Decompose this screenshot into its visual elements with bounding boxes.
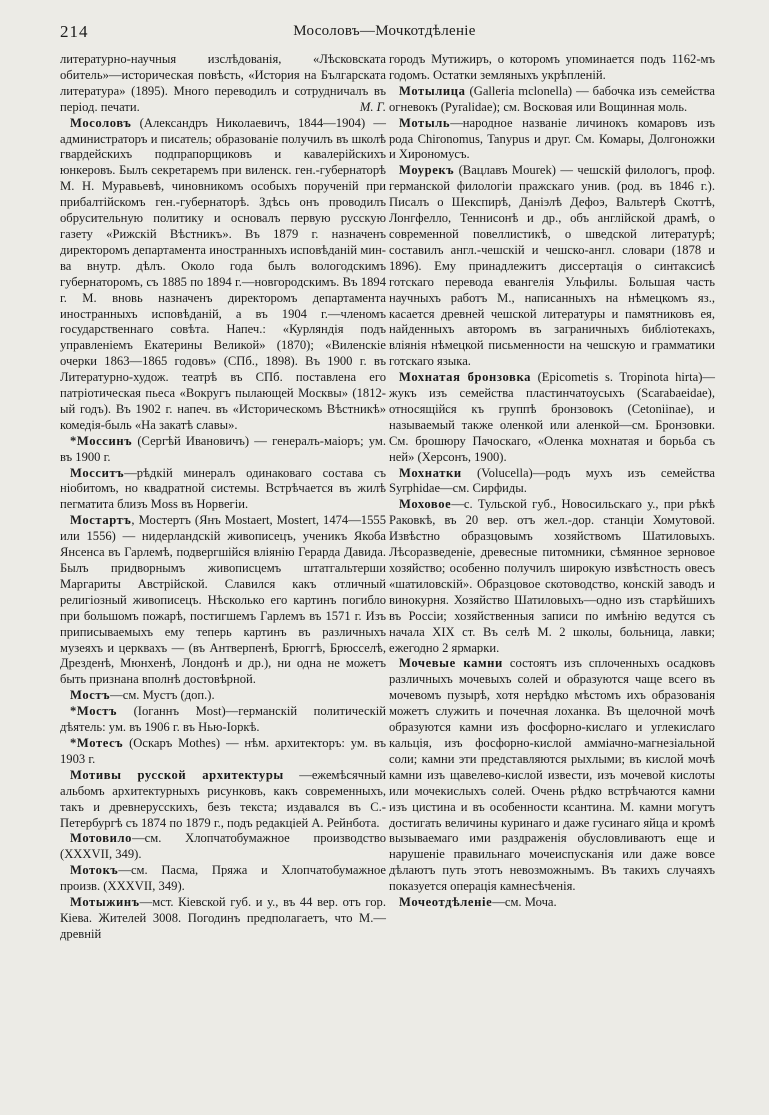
article-entry — [60, 768, 386, 832]
article-entry — [60, 736, 386, 768]
article-headword: *Мотесъ — [70, 735, 124, 750]
article-text: (Volucella)—родъ мухъ изъ семейства Syrphidae—см. Сирфиды. — [389, 465, 715, 496]
article-headword: Мостартъ — [70, 513, 132, 528]
article-text: —рѣдкій минералъ одинаковаго состава съ ніобитомъ, но квадратной системы. Встрѣчается въ жилѣ пегматита близъ Moss въ Норвегіи. — [60, 465, 386, 512]
left-column — [60, 52, 386, 943]
article-entry — [60, 704, 386, 736]
article-entry — [389, 84, 715, 116]
article-headword: Мотокъ — [70, 863, 119, 878]
article-entry — [389, 656, 715, 895]
article-text: (Александръ Николаевичъ, 1844—1904) — администраторъ и писатель; образованіе получилъ въ школѣ гвардейскихъ подпрапорщиковъ и кавалерійскихъ юнкеровъ. Былъ секретаремъ при виленск. ген.-губернаторѣ М. Н. Муравьевѣ, чиновникомъ особыхъ порученій при прибалтійскомъ ген.-губернаторѣ. Здѣсь онъ проводилъ обрусительную политику и основалъ первую русскую газету «Рижскій Вѣстникъ». Въ 1879 г. назначенъ директоромъ департамента иностранныхъ исповѣданій мин-ва внутр. дѣлъ. Около года былъ вологодскимъ губернаторомъ, съ 1885 по 1894 г.—новгородскимъ. Въ 1894 г. М. вновь назначенъ директоромъ департамента иностранныхъ исповѣданій, а въ 1904 г.—членомъ государственнаго совѣта. Напеч.: «Курляндія подъ управленіемъ Екатерины Великой» (1870); «Виленскіе очерки 1863—1865 годовъ» (СПб., 1898). Въ 1900 г. въ Литературно-худож. театрѣ въ СПб. поставлена его патріотическая пьеса «Вокругъ пылающей Москвы» (1812-ый годъ). Въ 1902 г. напеч. въ «Историческомъ Вѣстникѣ» комедія-быль «На закатѣ славы». — [60, 115, 386, 432]
article-headword: Мохнатая бронзовка — [399, 370, 532, 385]
article-entry — [389, 52, 715, 84]
article-entry — [389, 895, 715, 911]
article-entry — [60, 513, 386, 688]
article-text: —см. Пасма, Пряжа и Хлопчатобумажное произв. (XXXVII, 349). — [60, 863, 386, 894]
article-text: —см. Моча. — [492, 895, 557, 910]
article-entry — [60, 116, 386, 434]
author-signature: М. Г. — [359, 99, 386, 114]
article-headword: *Моссинъ — [70, 433, 133, 448]
article-headword: Мотыль — [399, 115, 451, 130]
article-text: (Epicometis s. Tropinota hirta)—жукъ изъ семейства пластинчатоусыхъ (Scarabaeidae), относящійся къ группѣ бронзовокъ (Cetoniinae), и называемый также оленкой или аленкой—см. Бронзовки. См. брошюру Пачоскаго, «Оленка мохнатая и борьба съ ней» (Херсонъ, 1900). — [389, 370, 715, 464]
article-text: (Сергѣй Ивановичъ) — генералъ-маіоръ; ум. въ 1900 г. — [60, 433, 386, 464]
article-headword: Мосситъ — [70, 465, 125, 480]
article-headword: Мостъ — [70, 688, 111, 703]
article-entry — [389, 163, 715, 370]
article-text: —мст. Кіевской губ. и у., въ 44 вер. отъ гор. Кіева. Жителей 3008. Погодинъ предполагаетъ, что М.—древній — [60, 895, 386, 941]
article-text: (Вацлавъ Mourek) — чешскій филологъ, проф. германской филологіи пражскаго унив. (род. въ 1846 г.). Писалъ о Шекспирѣ, Даніэлѣ Дефоэ, Вальтерѣ Скоттѣ, Лонгфелло, Теннисонѣ и др., объ англійской драмѣ, о современной повеллистикѣ, о шведской литературѣ; составилъ англ.-чешскій и чешско-англ. словари (1878 и 1896). Ему принадлежитъ диссертація о синтаксисѣ готскаго перевода евангелія Ульфилы. Большая часть научныхъ работъ М., написанныхъ на нѣмецкомъ яз., касается древней чешской литературы и памятниковъ ея, найденныхъ авторомъ въ заграничныхъ библіотекахъ, вліянія нѣмецкой письменности на чешскую и грамматики готскаго языка. — [389, 163, 715, 369]
article-text: (Оскаръ Mothes) — нѣм. архитекторъ: ум. въ 1903 г. — [60, 735, 386, 766]
article-entry — [60, 688, 386, 704]
article-headword: Мосоловъ — [70, 115, 132, 130]
article-text: —народное названіе личинокъ комаровъ изъ рода Chironomus, Tanypus и друг. См. Комары, Долгоножки и Хирономусъ. — [389, 115, 715, 162]
article-text: —см. Мустъ (доп.). — [110, 688, 215, 703]
article-entry — [60, 895, 386, 943]
article-text: состоятъ изъ сплоченныхъ осадковъ различныхъ мочевыхъ солей и образуются чаще всего въ мочевомъ пузырѣ, хотя нерѣдко мѣстомъ ихъ образованія можетъ служить и почечная лоханка. Въ щелочной мочѣ образуются камни изъ фосфорно-кислаго и углекислаго кальція, изъ фосфорно-кислой амміачно-магнезіальной соли; камни эти представляются рыхлыми; въ кислой мочѣ камни изъ щавелево-кислой извести, изъ мочевой кислоты или мочекислыхъ солей. Очень рѣдко встрѣчаются камни изъ цистина и въ особенности ксантина. М. камни могутъ достигать величины куринаго и даже гусинаго яйца и кромѣ вызываемаго ими раздраженія обусловливаютъ еще и нарушеніе правильнаго мочеиспусканія или даже вовсе дѣлаютъ путь этотъ невозможнымъ. Въ такихъ случаяхъ показуется операція камнесѣченія. — [389, 656, 715, 894]
article-headword: Мохнатки — [399, 465, 462, 480]
article-text: (Іоганнъ Most)—германскій политическій дѣятель: ум. въ 1906 г. въ Нью-Іоркѣ. — [60, 704, 386, 735]
article-headword: Мотыжинъ — [70, 895, 140, 910]
right-column — [389, 52, 715, 911]
article-headword: Мочевые камни — [399, 656, 503, 671]
page-header — [60, 22, 709, 44]
article-text: литературно-научныя изслѣдованія, «Лѣсковската обитель»—историческая повѣсть, «История на Българската литература» (1895). Много переводилъ и сотрудничалъ въ період. печати. — [60, 52, 386, 114]
article-headword: Мотылица — [399, 83, 466, 98]
article-text: (Galleria mclonella) — бабочка изъ семейства огневокъ (Pyralidae); см. Восковая или Вощинная моль. — [389, 83, 715, 114]
article-entry — [60, 831, 386, 863]
article-text: городъ Мутижиръ, о которомъ упоминается подъ 1162-мъ годомъ. Остатки земляныхъ укрѣпленій. — [389, 52, 715, 82]
article-headword: Мочеотдѣленіе — [399, 895, 493, 910]
article-headword: Мотовило — [70, 831, 133, 846]
article-headword: Мотивы русской архитектуры — [70, 767, 284, 782]
page-number: 214 — [60, 22, 89, 41]
article-headword: *Мостъ — [70, 704, 118, 719]
article-headword: Моховое — [399, 497, 452, 512]
article-entry — [60, 52, 386, 116]
article-entry — [389, 466, 715, 498]
running-title: Мосоловъ—Мочкотдѣленіе — [293, 23, 476, 39]
article-text: , Мостертъ (Янъ Mostaert, Mostert, 1474—1555 или 1556) — нидерландскій живописецъ, ученикъ Якоба Янсенса въ Гарлемѣ, подвергшійся вліянію Герарда Давида. Былъ придворнымъ живописцемъ штатгальтерши Маргариты Австрійской. Славился какъ отличный религіозный живописецъ. Нѣсколько его картинъ погибло при большомъ пожарѣ, постигшемъ Гарлемъ въ 1571 г. Изъ приписываемыхъ ему теперь картинъ въ различныхъ музеяхъ и церквахъ — (въ Антверпенѣ, Брюггѣ, Брюсселѣ, Дрезденѣ, Мюнхенѣ, Лондонѣ и др.), ни одна не можетъ быть признана вполнѣ достовѣрной. — [60, 513, 386, 687]
article-entry — [389, 497, 715, 656]
article-text: —см. Хлопчатобумажное производство (XXXVII, 349). — [60, 831, 386, 862]
article-entry — [60, 863, 386, 895]
article-text: —с. Тульской губ., Новосильскаго у., при рѣкѣ Раковкѣ, въ 20 вер. отъ жел.-дор. станціи Хомутовой. Извѣстно образцовымъ хозяйствомъ Шатиловыхъ. Лѣсоразведеніе, древесные питомники, сѣмянное зерновое хозяйство; особенно получилъ широкую извѣстность овесъ «шатиловскій». Образцовое скотоводство, конскій заводъ и винокурня. Хозяйство Шатиловыхъ—одно изъ старѣйшихъ въ Россіи; хозяйственныя записи по имѣнію ведутся съ начала XIX ст. Въ селѣ М. 2 школы, больница, лавки; ежегодно 2 ярмарки. — [389, 497, 715, 655]
article-entry — [389, 116, 715, 164]
article-entry — [60, 434, 386, 466]
article-text: —ежемѣсячный альбомъ архитектурныхъ рисунковъ, какъ современныхъ, такъ и древнерусскихъ, безъ текста; издавался въ С.-Петербургѣ съ 1874 по 1879 г., подъ редакціей А. Рейнбота. — [60, 767, 387, 830]
article-entry — [60, 466, 386, 514]
article-headword: Моурекъ — [399, 163, 455, 178]
article-entry — [389, 370, 715, 465]
